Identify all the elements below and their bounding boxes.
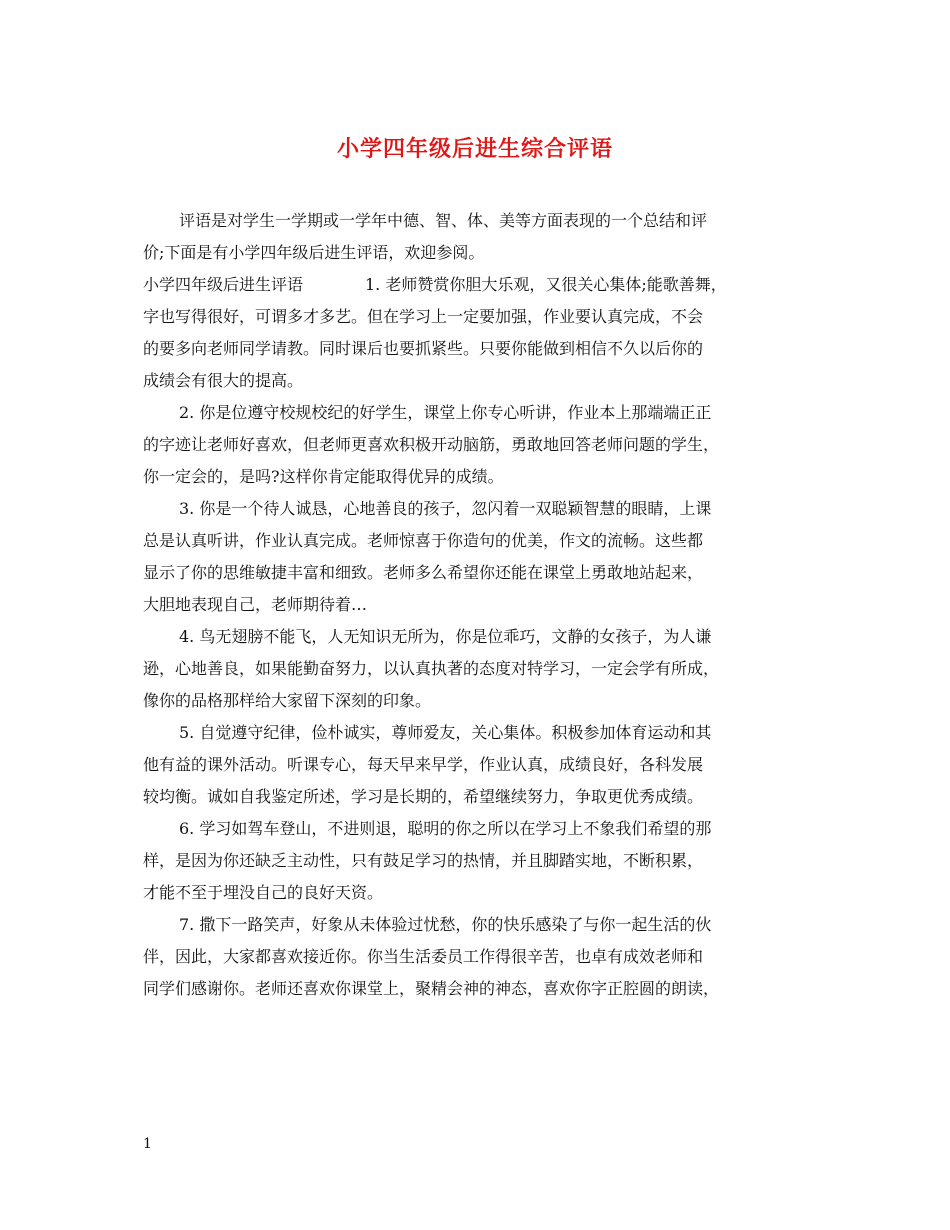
comment-4-line: 逊，心地善良，如果能勤奋努力，以认真执著的态度对特学习，一定会学有所成， bbox=[143, 659, 720, 678]
comment-4-line: 像你的品格那样给大家留下深刻的印象。 bbox=[143, 691, 432, 710]
section-heading-line bbox=[143, 269, 813, 301]
comment-1-line: 字也写得很好，可谓多才多艺。但在学习上一定要加强，作业要认真完成，不会 bbox=[143, 307, 704, 326]
comment-2-line: 你一定会的，是吗?这样你肯定能取得优异的成绩。 bbox=[143, 467, 504, 486]
section-heading: 小学四年级后进生评语 bbox=[143, 275, 304, 294]
comment-6-line: 才能不至于埋没自己的良好天资。 bbox=[143, 883, 384, 902]
comment-2-line: 的字迹让老师好喜欢，但老师更喜欢积极开动脑筋，勇敢地回答老师问题的学生， bbox=[143, 435, 720, 454]
page-number: 1 bbox=[143, 1136, 152, 1152]
intro-line: 评语是对学生一学期或一学年中德、智、体、美等方面表现的一个总结和评 bbox=[179, 211, 708, 230]
comment-7-line: 7. 撒下一路笑声，好象从未体验过忧愁，你的快乐感染了与你一起生活的伙 bbox=[179, 915, 712, 934]
comment-7-line: 伴，因此，大家都喜欢接近你。你当生活委员工作得很辛苦，也卓有成效老师和 bbox=[143, 947, 704, 966]
comment-5-line: 他有益的课外活动。听课专心，每天早来早学，作业认真，成绩良好，各科发展 bbox=[143, 755, 704, 774]
comment-1-line: 1. 老师赞赏你胆大乐观，又很关心集体;能歌善舞， bbox=[365, 275, 727, 294]
intro-line: 价;下面是有小学四年级后进生评语，欢迎参阅。 bbox=[143, 243, 485, 262]
comment-5-line: 较均衡。诚如自我鉴定所述，学习是长期的，希望继续努力，争取更优秀成绩。 bbox=[143, 787, 704, 806]
comment-6-line: 6. 学习如驾车登山，不进则退，聪明的你之所以在学习上不象我们希望的那 bbox=[179, 819, 712, 838]
comment-3-line: 总是认真听讲，作业认真完成。老师惊喜于你造句的优美，作文的流畅。这些都 bbox=[143, 531, 704, 550]
comment-4-line: 4. 鸟无翅膀不能飞，人无知识无所为，你是位乖巧，文静的女孩子，为人谦 bbox=[179, 627, 712, 646]
comment-2-line: 2. 你是位遵守校规校纪的好学生，课堂上你专心听讲，作业本上那端端正正 bbox=[179, 403, 712, 422]
comment-3-line: 3. 你是一个待人诚恳，心地善良的孩子，忽闪着一双聪颖智慧的眼睛，上课 bbox=[179, 499, 712, 518]
comment-1-line: 成绩会有很大的提高。 bbox=[143, 371, 304, 390]
comment-7-line: 同学们感谢你。老师还喜欢你课堂上，聚精会神的神态，喜欢你字正腔圆的朗读， bbox=[143, 979, 720, 998]
comment-3-line: 显示了你的思维敏捷丰富和细致。老师多么希望你还能在课堂上勇敢地站起来， bbox=[143, 563, 704, 582]
comment-6-line: 样，是因为你还缺乏主动性，只有鼓足学习的热情，并且脚踏实地，不断积累， bbox=[143, 851, 704, 870]
document-title: 小学四年级后进生综合评语 bbox=[336, 136, 613, 162]
comment-1-line: 的要多向老师同学请教。同时课后也要抓紧些。只要你能做到相信不久以后你的 bbox=[143, 339, 704, 358]
comment-3-line: 大胆地表现自己，老师期待着… bbox=[143, 595, 368, 614]
comment-5-line: 5. 自觉遵守纪律，俭朴诚实，尊师爱友，关心集体。积极参加体育运动和其 bbox=[179, 723, 712, 742]
document-body bbox=[143, 205, 813, 1005]
